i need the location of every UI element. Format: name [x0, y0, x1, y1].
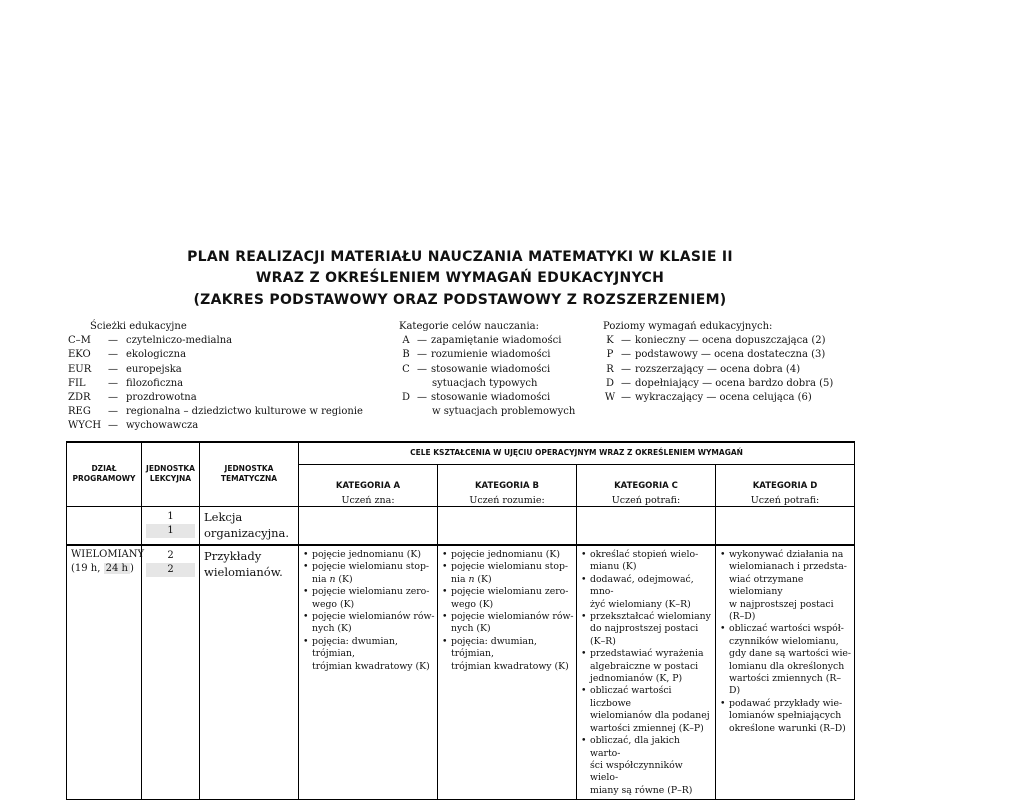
goal-item-continuation: w sytuacjach problemowych	[432, 406, 576, 418]
title-line-2: WRAZ Z OKREŚLENIEM WYMAGAŃ EDUKACYJNYCH	[255, 270, 665, 286]
cat-c-cell	[577, 506, 716, 545]
goals-legend	[399, 320, 575, 419]
header-category-c: KATEGORIA C Uczeń potrafi:	[577, 464, 716, 506]
cat-c-cell	[577, 545, 716, 800]
topic-cell: Przykłady wielomianów.	[200, 545, 299, 800]
cat-b-cell	[438, 545, 577, 800]
requirement-item: • dodawać, odejmować, mno- żyć wielomiany (K–R)	[581, 574, 713, 611]
goal-item: A — zapamiętanie wiadomości	[402, 335, 562, 347]
goals-heading: Kategorie celów nauczania:	[399, 321, 539, 332]
path-item: ZDR — prozdrowotna	[68, 391, 197, 403]
requirement-item: • przekształcać wielomiany do najprostszej postaci (K–R)	[581, 611, 713, 648]
requirement-item: • pojęcie wielomianu stop- nia n (K)	[303, 561, 435, 586]
header-jednostka-lekcyjna: JEDNOSTKA LEKCYJNA	[142, 442, 200, 506]
cat-d-cell	[716, 506, 855, 545]
table-row	[67, 506, 855, 545]
requirement-item: • pojęcie wielomianu stop- nia n (K)	[442, 561, 574, 586]
requirement-item: • pojęcie wielomianu zero- wego (K)	[303, 586, 435, 611]
title-line-1: PLAN REALIZACJI MATERIAŁU NAUCZANIA MATEMATYKI W KLASIE II	[187, 249, 733, 265]
title-line-3: (ZAKRES PODSTAWOWY ORAZ PODSTAWOWY Z ROZSZERZENIEM)	[193, 292, 727, 308]
goal-item-continuation: sytuacjach typowych	[432, 377, 538, 389]
header-category-b: KATEGORIA B Uczeń rozumie:	[438, 464, 577, 506]
requirement-item: • pojęcie jednomianu (K)	[442, 549, 574, 561]
lesson-number-cell: 1 1	[142, 506, 200, 545]
levels-heading: Poziomy wymagań edukacyjnych:	[603, 321, 773, 332]
path-item: WYCH — wychowawcza	[68, 420, 199, 432]
header-dzial: DZIAŁ PROGRAMOWY	[67, 442, 142, 506]
goal-item: D — stosowanie wiadomości	[401, 391, 551, 403]
cat-a-cell	[299, 506, 438, 545]
level-item: W — wykraczający — ocena celująca (6)	[604, 391, 812, 403]
requirement-item: • pojęcia: dwumian, trójmian, trójmian kwadratowy (K)	[303, 636, 435, 673]
lesson-number-cell: 2 2	[142, 545, 200, 800]
requirement-item: • obliczać wartości liczbowe wielomianów dla podanej wartości zmiennej (K–P)	[581, 685, 713, 735]
level-item: D — dopełniający — ocena bardzo dobra (5)	[605, 377, 834, 389]
table-row	[67, 545, 855, 800]
requirement-item: • wykonywać działania na wielomianach i przedsta- wiać otrzymane wielomiany w najprostszej postaci (R–D)	[720, 549, 852, 623]
dept-cell: WIELOMIANY (19 h, 24 h )	[67, 545, 142, 800]
requirement-item: • pojęcie wielomianów rów- nych (K)	[442, 611, 574, 636]
requirement-item: • obliczać, dla jakich warto- ści współczynników wielo- miany są równe (P–R)	[581, 735, 713, 797]
header-goals: CELE KSZTAŁCENIA W UJĘCIU OPERACYJNYM WRAZ Z OKREŚLENIEM WYMAGAŃ	[299, 442, 855, 464]
requirement-item: • obliczać wartości współ- czynników wielomianu, gdy dane są wartości wie- lomianu dla określonych wartości zmiennych (R–D)	[720, 623, 852, 697]
curriculum-table	[66, 441, 855, 800]
path-item: REG — regionalna – dziedzictwo kulturowe w regionie	[68, 406, 363, 418]
requirement-item: • przedstawiać wyrażenia algebraiczne w postaci jednomianów (K, P)	[581, 648, 713, 685]
cat-b-cell	[438, 506, 577, 545]
requirement-item: • określać stopień wielo- mianu (K)	[581, 549, 713, 574]
cat-d-cell	[716, 545, 855, 800]
topic-cell: Lekcja organizacyjna.	[200, 506, 299, 545]
requirement-item: • pojęcie jednomianu (K)	[303, 549, 435, 561]
header-category-d: KATEGORIA D Uczeń potrafi:	[716, 464, 855, 506]
paths-legend	[68, 320, 363, 434]
requirement-item: • podawać przykłady wie- lomianów spełniających określone warunki (R–D)	[720, 698, 852, 735]
requirement-item: • pojęcia: dwumian, trójmian, trójmian kwadratowy (K)	[442, 636, 574, 673]
requirement-item: • pojęcie wielomianów rów- nych (K)	[303, 611, 435, 636]
header-category-a: KATEGORIA A Uczeń zna:	[299, 464, 438, 506]
goal-item: B — rozumienie wiadomości	[402, 349, 551, 361]
cat-a-cell	[299, 545, 438, 800]
path-item: EKO — ekologiczna	[68, 349, 187, 361]
level-item: P — podstawowy — ocena dostateczna (3)	[606, 349, 826, 361]
path-item: C–M — czytelniczo-medialna	[68, 335, 233, 347]
dept-cell	[67, 506, 142, 545]
header-jednostka-tematyczna: JEDNOSTKA TEMATYCZNA	[200, 442, 299, 506]
path-item: FIL — filozoficzna	[68, 377, 184, 389]
paths-heading: Ścieżki edukacyjne	[90, 321, 187, 332]
level-item: K — konieczny — ocena dopuszczająca (2)	[606, 335, 826, 347]
path-item: EUR — europejska	[68, 363, 182, 375]
level-item: R — rozszerzający — ocena dobra (4)	[606, 363, 801, 375]
requirement-item: • pojęcie wielomianu zero- wego (K)	[442, 586, 574, 611]
goal-item: C — stosowanie wiadomości	[402, 363, 551, 375]
levels-legend	[603, 320, 833, 405]
